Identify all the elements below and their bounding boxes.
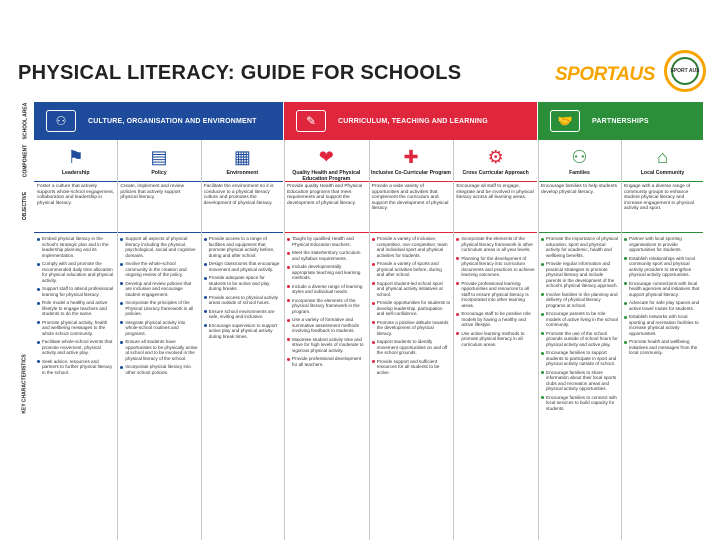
- component-icon: ▦: [233, 147, 251, 167]
- characteristic-item: Incorporate the elements of the physical literacy framework in other curriculum areas in all year levels.: [456, 236, 535, 253]
- key-characteristics-list: [621, 234, 704, 540]
- key-characteristics-list: [284, 234, 369, 540]
- handshake-icon: 🤝: [550, 110, 580, 132]
- characteristic-item: Promote the importance of physical education, sport and physical activity for academic, health and wellbeing benefits.: [541, 236, 618, 258]
- area-header-label: CURRICULUM, TEACHING AND LEARNING: [338, 117, 488, 125]
- characteristic-item: Establish relationships with local community sport and physical activity providers to strengthen physical activity opportunities.: [624, 256, 701, 278]
- characteristic-item: Provide a variety of inclusive, competitive, non-competitive, team and individual sport and physical activities for students.: [372, 236, 451, 258]
- characteristic-item: Promote the use of the school grounds outside of school hours for physical activity and active play.: [541, 331, 618, 348]
- characteristic-item: Taught by qualified Health and Physical Education teachers.: [287, 236, 366, 247]
- side-label-objective: OBJECTIVE: [22, 191, 28, 221]
- characteristic-item: Promote physical activity, health and wellbeing messages to the whole school community.: [37, 320, 114, 337]
- characteristic-item: Ensure all students have opportunities to be physically active at school and to be involved in the physical literacy of the school.: [120, 339, 197, 361]
- characteristic-item: Establish networks with local sporting and recreation facilities to increase physical activity opportunities.: [624, 314, 701, 336]
- component-icon: ▤: [150, 147, 168, 167]
- component-icon: ⚙: [487, 147, 504, 167]
- component-label: Leadership: [61, 170, 90, 176]
- sport-aus-badge: [664, 50, 706, 92]
- component-local-community: [621, 140, 704, 182]
- component-label: Cross Curricular Approach: [462, 170, 529, 176]
- characteristic-item: Involve families in the planning and delivery of physical literacy programs at school.: [541, 292, 618, 309]
- characteristic-item: Provide access to physical activity areas outside of school hours.: [204, 295, 281, 306]
- objective-text: Create, implement and review policies that actively support physical literacy.: [120, 184, 185, 201]
- characteristic-item: Incorporate the principles of the Physical Literacy framework in all policies.: [120, 300, 197, 317]
- area-header-culture: [34, 102, 283, 140]
- component-families: [538, 140, 621, 182]
- area-header-curriculum: [284, 102, 537, 140]
- key-characteristics-list: [369, 234, 454, 540]
- component-label: Policy: [151, 170, 167, 176]
- characteristic-item: Promote health and wellbeing initiatives and messages from the local community.: [624, 339, 701, 356]
- side-label-key-characteristics: KEY CHARACTERISTICS: [22, 354, 29, 414]
- component-cross-curricular-approach: [453, 140, 538, 182]
- key-characteristics-list: [117, 234, 200, 540]
- characteristic-item: Seek advice, resources and partners to further physical literacy in the school.: [37, 359, 114, 376]
- row-divider: [284, 232, 537, 233]
- side-label-component: COMPONENT: [22, 144, 28, 178]
- characteristic-item: Support student-led school sport and physical activity initiatives at school.: [372, 281, 451, 298]
- people-icon: ⚇: [46, 110, 76, 132]
- objective-text: Encourage families to help students develop physical literacy.: [541, 184, 617, 195]
- characteristic-item: Promote a positive attitude towards the development of physical literacy.: [372, 320, 451, 337]
- component-quality-health-and-physical-education-program: [284, 140, 369, 182]
- objective-text: Encourage all staff to engage, integrate and be involved in physical literacy across all learning areas.: [456, 184, 534, 201]
- characteristic-item: Involve the whole-school community in the creation and ongoing review of the policy.: [120, 261, 197, 278]
- area-header-partnerships: [538, 102, 703, 140]
- side-label-school-area: SCHOOL AREA: [22, 102, 29, 140]
- component-icon: ⚑: [67, 147, 84, 167]
- objective-text: Foster a culture that actively supports whole-school engagement, collaboration and leadership in physical literacy.: [37, 184, 115, 206]
- component-icon: ⚇: [571, 147, 588, 167]
- characteristic-item: Design classrooms that encourage movement and physical activity.: [204, 261, 281, 272]
- characteristic-item: Develop and review policies that are inclusive and encourage student engagement.: [120, 281, 197, 298]
- characteristic-item: Include developmentally appropriate teaching and learning methods.: [287, 264, 366, 281]
- component-label: Families: [569, 170, 590, 176]
- area-header-label: CULTURE, ORGANISATION AND ENVIRONMENT: [88, 117, 257, 125]
- characteristic-item: Advocate for safe play spaces and active travel routes for students.: [624, 300, 701, 311]
- characteristic-item: Comply with and promote the recommended daily time allocation for physical education and physical activity.: [37, 261, 114, 283]
- characteristic-item: Role model a healthy and active lifestyle to engage teachers and students to do the same.: [37, 300, 114, 317]
- component-policy: [117, 140, 200, 182]
- characteristic-item: Facilitate whole-school events that promote movement, physical activity and active play.: [37, 339, 114, 356]
- characteristic-item: Incorporate physical literacy into other school policies.: [120, 364, 197, 375]
- characteristic-item: Provide professional learning opportunities and resources to all staff to ensure physical literacy is incorporated into other learning areas.: [456, 281, 535, 309]
- component-icon: ⌂: [657, 147, 668, 167]
- characteristic-item: Provide opportunities for students to develop leadership, participation and self-confidence.: [372, 300, 451, 317]
- column-divider: [201, 140, 202, 540]
- component-icon: ✚: [403, 147, 419, 167]
- characteristic-item: Use active learning methods to promote physical literacy in all curriculum areas.: [456, 331, 535, 348]
- page-title: PHYSICAL LITERACY: GUIDE FOR SCHOOLS: [18, 62, 462, 84]
- column-divider: [369, 140, 370, 540]
- characteristic-item: Support staff to attend professional learning for physical literacy.: [37, 286, 114, 297]
- component-leadership: [34, 140, 117, 182]
- component-icon: ❤: [318, 147, 334, 167]
- characteristic-item: Support all aspects of physical literacy including the physical, psychological, social and cognitive domains.: [120, 236, 197, 258]
- characteristic-item: Include a diverse range of learning styles and individual needs.: [287, 284, 366, 295]
- column-divider: [621, 140, 622, 540]
- characteristic-item: Embed physical literacy in the school's strategic plan and in the leadership planning and its implementation.: [37, 236, 114, 258]
- badge-text: SPORT AUS: [670, 67, 700, 74]
- characteristic-item: Provide adequate space for students to be active and play during breaks.: [204, 275, 281, 292]
- column-divider: [117, 140, 118, 540]
- key-characteristics-list: [453, 234, 538, 540]
- key-characteristics-list: [538, 234, 621, 540]
- component-label: Environment: [226, 170, 259, 176]
- key-characteristics-list: [34, 234, 117, 540]
- characteristic-item: Support students to identify movement opportunities on and off the school grounds.: [372, 339, 451, 356]
- area-header-label: PARTNERSHIPS: [592, 117, 649, 125]
- characteristic-item: Encourage staff to be positive role models by having a healthy and active lifestyle.: [456, 311, 535, 328]
- component-label: Local Community: [640, 170, 685, 176]
- characteristic-item: Provide access to a range of facilities and equipment that promote physical activity before, during and after school.: [204, 236, 281, 258]
- characteristic-item: Encourage parents to be role models of active living in the school community.: [541, 311, 618, 328]
- characteristic-item: Encourage families to support students to participate in sport and physical activity outside of school.: [541, 350, 618, 367]
- teaching-icon: ✎: [296, 110, 326, 132]
- column-divider: [538, 140, 539, 540]
- characteristic-item: Ensure school environments are safe, inviting and inclusive.: [204, 309, 281, 320]
- characteristic-item: Encourage families to share information about their local sports clubs and recreation areas and physical activity opportunities.: [541, 370, 618, 392]
- objective-text: Facilitate the environment so it is conducive to a physical literacy culture and promotes the development of physical literacy.: [203, 184, 274, 206]
- characteristic-item: Provide a variety of sports and physical activities before, during and after school.: [372, 261, 451, 278]
- objective-text: Provide a wide variety of opportunities and activities that complement the curriculum and support the development of physical literacy.: [371, 184, 449, 212]
- characteristic-item: Encourage families to connect with local services to build capacity for students.: [541, 395, 618, 412]
- characteristic-item: Encourage supervision to support active play and physical activity during break times.: [204, 323, 281, 340]
- characteristic-item: Maximise student activity time and strive for high levels of moderate to vigorous physical activity.: [287, 337, 366, 354]
- characteristic-item: Encourage connections with local health agencies and initiatives that support physical literacy.: [624, 281, 701, 298]
- brand-logo: SPORTAUS: [555, 64, 655, 85]
- characteristic-item: Provide professional development for all teachers.: [287, 356, 366, 367]
- characteristic-item: Incorporate the elements of the physical literacy framework in the program.: [287, 298, 366, 315]
- characteristic-item: Provide support and sufficient resources for all students to be active.: [372, 359, 451, 376]
- row-divider: [34, 232, 283, 233]
- key-characteristics-list: [201, 234, 284, 540]
- characteristic-item: Planning for the development of physical literacy into curriculum documents and practices to achieve learning outcomes.: [456, 256, 535, 278]
- objective-text: Engage with a diverse range of community groups to enhance student physical literacy and increase engagement in physical activity and sport.: [624, 184, 694, 212]
- characteristic-item: Integrate physical activity into whole-school routines and programs.: [120, 320, 197, 337]
- characteristic-item: Meet the state/territory curriculum and syllabus requirements.: [287, 250, 366, 261]
- characteristic-item: Partner with local sporting organisations to provide opportunities for students.: [624, 236, 701, 253]
- component-label: Quality Health and Physical Education Program: [292, 170, 361, 182]
- component-environment: [201, 140, 284, 182]
- column-divider: [284, 140, 285, 540]
- column-divider: [453, 140, 454, 540]
- characteristic-item: Provide regular information and practical strategies to promote physical literacy and include parents in the development of the school's physical literacy approach.: [541, 261, 618, 289]
- characteristic-item: Use a variety of formative and summative assessment methods involving feedback to students.: [287, 317, 366, 334]
- objective-text: Provide quality Health and Physical Education programs that meet requirements and support the development of physical literacy.: [287, 184, 363, 206]
- component-label: Inclusive Co-Curricular Program: [371, 170, 451, 176]
- component-inclusive-co-curricular-program: [369, 140, 454, 182]
